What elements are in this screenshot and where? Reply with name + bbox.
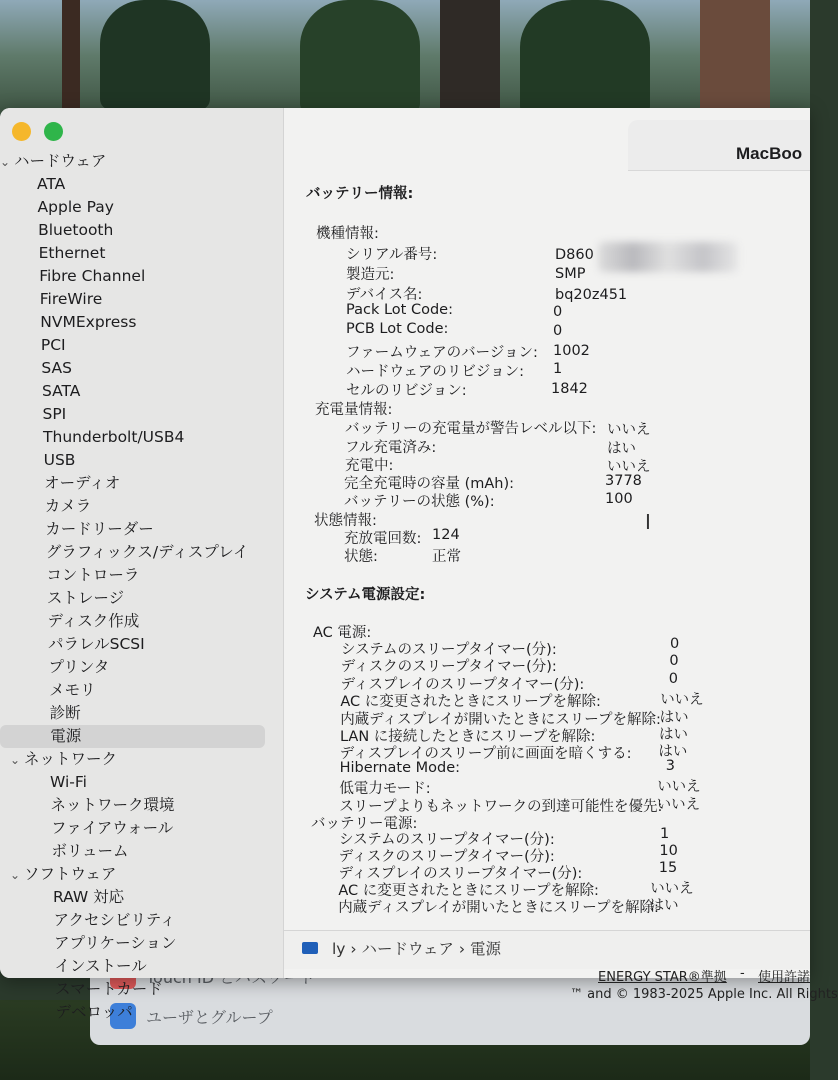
- hw-revision-label: ハードウェアのリビジョン:: [346, 364, 525, 380]
- cycle-count-label: 充放電回数:: [344, 531, 422, 547]
- power-setting-value: はい: [659, 727, 688, 743]
- power-setting-value: はい: [649, 898, 679, 914]
- sidebar-item[interactable]: アクセシビリティ: [53, 911, 176, 929]
- sidebar-tree: [0, 150, 283, 1024]
- power-setting-label: 内蔵ディスプレイが開いたときにスリープを解除:: [340, 711, 661, 728]
- sidebar-item[interactable]: アプリケーション: [54, 934, 177, 952]
- sidebar-item[interactable]: SAS: [41, 359, 72, 377]
- battery-health-value: 100: [605, 491, 633, 507]
- users-label: ユーザとグループ: [146, 1007, 273, 1027]
- pcblot-label: PCB Lot Code:: [346, 321, 449, 337]
- power-setting-value: いいえ: [650, 881, 694, 897]
- wallpaper-tree: [520, 0, 650, 118]
- power-setting-value: 10: [659, 843, 678, 859]
- warn-level-label: バッテリーの充電量が警告レベル以下:: [345, 421, 597, 437]
- power-setting-label: ディスプレイのスリープタイマー(分):: [340, 676, 585, 693]
- sidebar-item[interactable]: プリンタ: [48, 658, 110, 676]
- power-setting-label: LAN に接続したときにスリープを解除:: [340, 729, 596, 745]
- model-info-heading: 機種情報:: [316, 226, 379, 242]
- power-setting-label: 内蔵ディスプレイが開いたときにスリープを解除:: [338, 900, 659, 916]
- power-setting-value: 0: [668, 670, 679, 687]
- window-title: MacBoo: [736, 144, 803, 163]
- firmware-label: ファームウェアのバージョン:: [346, 345, 538, 361]
- redacted-serial: [598, 242, 738, 272]
- sidebar-item[interactable]: Wi-Fi: [50, 773, 87, 791]
- warn-level-value: いいえ: [607, 422, 651, 438]
- status-info-heading: 状態情報:: [314, 513, 377, 529]
- battery-power-heading: バッテリー電源:: [311, 816, 418, 832]
- power-setting-label: スリープよりもネットワークの到達可能性を優先:: [339, 798, 663, 815]
- packlot-label: Pack Lot Code:: [346, 302, 453, 318]
- laptop-icon: [302, 942, 318, 954]
- wallpaper-tree: [100, 0, 210, 110]
- capacity-label: 完全充電時の容量 (mAh):: [344, 476, 515, 492]
- condition-label: 状態:: [344, 549, 378, 565]
- power-setting-value: いいえ: [657, 779, 701, 796]
- power-setting-label: ディスプレイのスリープタイマー(分):: [338, 866, 583, 882]
- sidebar-category[interactable]: [0, 863, 283, 886]
- sidebar-item[interactable]: Bluetooth: [38, 221, 114, 239]
- sidebar-item[interactable]: カメラ: [44, 497, 92, 515]
- sidebar-item[interactable]: インストール: [54, 957, 147, 975]
- maker-label: 製造元:: [346, 267, 395, 283]
- serial-value: D860: [555, 247, 594, 263]
- condition-value: 正常: [432, 549, 461, 565]
- chevron-down-icon[interactable]: ⌄: [0, 155, 11, 169]
- battery-health-label: バッテリーの状態 (%):: [344, 494, 495, 510]
- power-setting-value: いいえ: [656, 796, 701, 813]
- sidebar-item[interactable]: コントローラ: [46, 566, 140, 584]
- charging-label: 充電中:: [345, 458, 394, 474]
- device-label: デバイス名:: [346, 287, 423, 303]
- power-setting-value: はい: [659, 709, 689, 726]
- wallpaper-tree-trunk: [62, 0, 80, 115]
- power-setting-label: 低電力モード:: [339, 781, 431, 798]
- power-setting-value: はい: [658, 744, 688, 761]
- device-value: bq20z451: [555, 287, 628, 303]
- sidebar-item[interactable]: Apple Pay: [37, 198, 114, 216]
- sidebar-item[interactable]: NVMExpress: [40, 313, 137, 331]
- license-link[interactable]: 使用許諾: [758, 970, 811, 985]
- power-setting-label: ディスプレイのスリープ前に画面を暗くする:: [339, 746, 632, 763]
- sidebar-item[interactable]: PCI: [40, 336, 66, 354]
- power-setting-value: 15: [658, 860, 678, 876]
- sidebar-item[interactable]: ディスク作成: [47, 612, 140, 630]
- packlot-value: 0: [553, 304, 563, 320]
- power-setting-value: 0: [670, 636, 680, 652]
- power-setting-value: 1: [660, 826, 670, 842]
- sidebar-item[interactable]: メモリ: [49, 681, 96, 699]
- sidebar-item[interactable]: Ethernet: [38, 244, 106, 262]
- wallpaper-tree-trunk: [440, 0, 500, 120]
- power-setting-value: 3: [665, 757, 676, 774]
- cell-revision-value: 1842: [551, 381, 588, 397]
- power-setting-label: Hibernate Mode:: [339, 759, 461, 776]
- power-setting-label: ディスクのスリープタイマー(分):: [338, 849, 555, 865]
- cycle-count-value: 124: [432, 527, 460, 543]
- window-title-bar: [628, 120, 810, 171]
- zoom-button[interactable]: [44, 122, 63, 141]
- copyright-text: ™ and © 1983-2025 Apple Inc. All Rights: [570, 987, 838, 1002]
- maker-value: SMP: [555, 266, 586, 282]
- sidebar-item[interactable]: スマートカード: [55, 980, 163, 998]
- sidebar-item[interactable]: ボリューム: [51, 842, 129, 860]
- minimize-button[interactable]: [12, 122, 31, 141]
- path-bar: [284, 930, 810, 969]
- cell-revision-label: セルのリビジョン:: [346, 383, 467, 399]
- sidebar-item[interactable]: SPI: [42, 405, 67, 423]
- power-settings-heading: システム電源設定:: [305, 587, 426, 603]
- chevron-down-icon[interactable]: ⌄: [10, 753, 21, 767]
- sidebar-category[interactable]: [0, 748, 283, 771]
- sidebar-category[interactable]: [0, 150, 283, 173]
- power-setting-value: いいえ: [660, 692, 704, 709]
- full-charge-label: フル充電済み:: [345, 440, 437, 456]
- sidebar-item[interactable]: カードリーダー: [45, 520, 154, 538]
- text-cursor-icon: I: [645, 510, 651, 534]
- sidebar-item[interactable]: デベロッパ: [55, 1003, 133, 1021]
- sidebar-item[interactable]: Fibre Channel: [39, 267, 146, 285]
- charge-info-heading: 充電量情報:: [315, 402, 393, 418]
- sidebar-item[interactable]: オーディオ: [44, 474, 121, 492]
- sidebar-item[interactable]: グラフィックス/ディスプレイ: [45, 543, 249, 561]
- power-setting-label: ディスクのスリープタイマー(分):: [340, 659, 557, 676]
- footer-separator: -: [740, 966, 745, 981]
- sidebar-item[interactable]: Thunderbolt/USB4: [43, 428, 185, 446]
- wallpaper-tree: [300, 0, 420, 115]
- sidebar-item[interactable]: RAW 対応: [53, 888, 125, 906]
- sidebar-category-label: ネットワーク: [24, 750, 118, 768]
- sidebar-item[interactable]: ネットワーク環境: [50, 796, 175, 814]
- energy-star-link[interactable]: ENERGY STAR®準拠: [598, 970, 727, 985]
- full-charge-value: はい: [607, 441, 636, 457]
- sidebar-category-label: ハードウェア: [14, 152, 107, 170]
- power-setting-label: AC に変更されたときにスリープを解除:: [340, 694, 601, 711]
- battery-info-heading: バッテリー情報:: [306, 186, 414, 202]
- sidebar-item[interactable]: ストレージ: [46, 589, 125, 607]
- power-setting-label: システムのスリープタイマー(分):: [341, 642, 557, 658]
- power-setting-label: システムのスリープタイマー(分):: [339, 832, 555, 848]
- sidebar-item[interactable]: 診断: [49, 704, 81, 722]
- hw-revision-value: 1: [553, 361, 563, 377]
- chevron-down-icon[interactable]: ⌄: [10, 868, 21, 882]
- charging-value: いいえ: [607, 459, 651, 475]
- path-text[interactable]: ly › ハードウェア › 電源: [332, 940, 501, 958]
- wallpaper-tree-trunk: [700, 0, 770, 125]
- firmware-value: 1002: [553, 343, 590, 359]
- sidebar-category-label: ソフトウェア: [24, 865, 117, 883]
- power-setting-value: 0: [669, 653, 679, 670]
- sidebar-item[interactable]: 電源: [0, 725, 265, 748]
- power-setting-label: AC に変更されたときにスリープを解除:: [338, 883, 599, 899]
- sidebar-item[interactable]: FireWire: [39, 290, 103, 308]
- capacity-value: 3778: [605, 473, 642, 489]
- sidebar-item[interactable]: ファイアウォール: [51, 819, 174, 837]
- pcblot-value: 0: [553, 323, 563, 339]
- sidebar-item[interactable]: USB: [43, 451, 76, 469]
- sidebar-item[interactable]: SATA: [41, 382, 81, 400]
- ac-power-heading: AC 電源:: [313, 625, 372, 641]
- sidebar-item[interactable]: パラレルSCSI: [48, 635, 145, 653]
- sidebar-item[interactable]: ATA: [37, 175, 66, 193]
- serial-label: シリアル番号:: [346, 247, 438, 263]
